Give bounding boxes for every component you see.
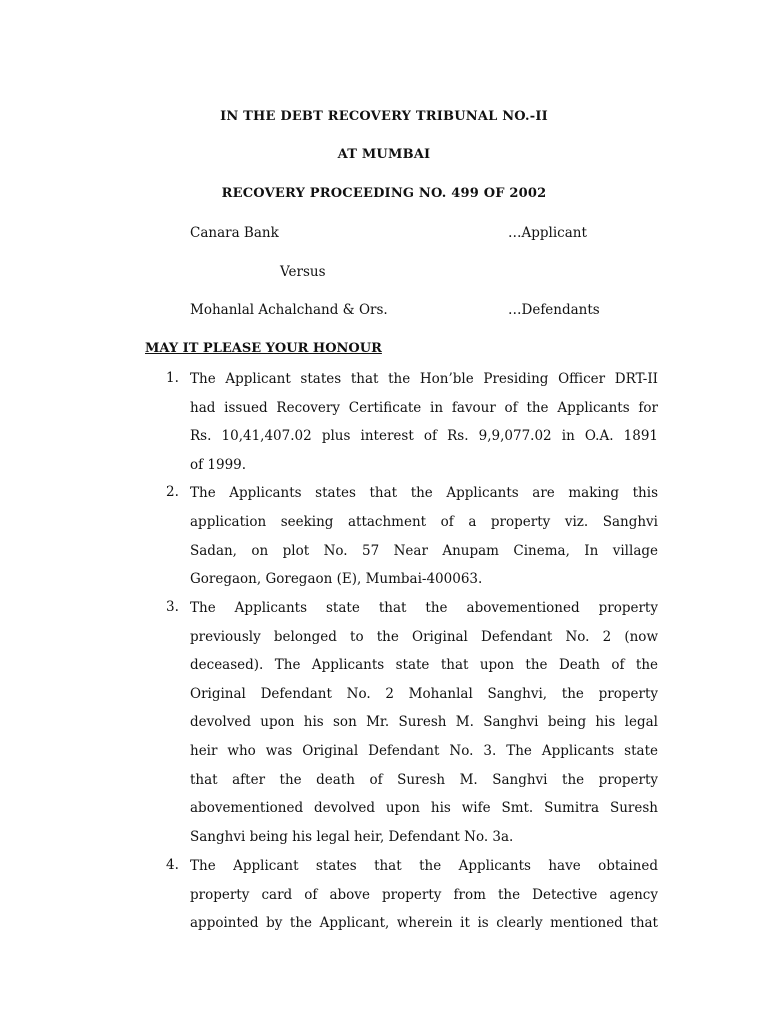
- paragraph-line: Goregaon, Goregaon (E), Mumbai-400063.: [190, 571, 483, 587]
- proceeding-heading: RECOVERY PROCEEDING NO. 499 OF 2002: [221, 186, 547, 201]
- paragraph-line: had issued Recovery Certificate in favour of the Applicants for: [190, 400, 658, 416]
- paragraph-line: The Applicant states that the Hon’ble Presiding Officer DRT-II: [190, 371, 658, 387]
- salutation: MAY IT PLEASE YOUR HONOUR: [145, 341, 382, 356]
- paragraph-line: Original Defendant No. 2 Mohanlal Sanghvi, the property: [190, 686, 658, 702]
- paragraph-line: Sadan, on plot No. 57 Near Anupam Cinema, In village: [190, 543, 658, 559]
- paragraph-line: property card of above property from the Detective agency: [190, 887, 658, 903]
- paragraph-line: The Applicant states that the Applicants have obtained: [190, 858, 658, 874]
- paragraph-line: abovementioned devolved upon his wife Smt. Sumitra Suresh: [190, 800, 658, 816]
- paragraph-number: 4.: [166, 857, 179, 873]
- paragraph-line: Sanghvi being his legal heir, Defendant No. 3a.: [190, 829, 514, 845]
- location-heading: AT MUMBAI: [337, 147, 431, 162]
- applicant-role: …Applicant: [508, 225, 587, 241]
- paragraph-number: 1.: [166, 370, 179, 386]
- tribunal-heading: IN THE DEBT RECOVERY TRIBUNAL NO.-II: [220, 109, 548, 124]
- paragraph-number: 3.: [166, 599, 179, 615]
- paragraph-line: The Applicants state that the abovementioned property: [190, 600, 658, 616]
- paragraph-line: appointed by the Applicant, wherein it is clearly mentioned that: [190, 915, 658, 931]
- paragraph-number: 2.: [166, 484, 179, 500]
- paragraph-line: devolved upon his son Mr. Suresh M. Sanghvi being his legal: [190, 714, 658, 730]
- paragraph-line: deceased). The Applicants state that upon the Death of the: [190, 657, 658, 673]
- paragraph-line: application seeking attachment of a property viz. Sanghvi: [190, 514, 658, 530]
- defendant-role: …Defendants: [508, 302, 600, 318]
- paragraph-line: that after the death of Suresh M. Sanghvi the property: [190, 772, 658, 788]
- paragraph-line: of 1999.: [190, 457, 247, 473]
- paragraph-line: Rs. 10,41,407.02 plus interest of Rs. 9,9,077.02 in O.A. 1891: [190, 428, 658, 444]
- versus-label: Versus: [280, 264, 326, 280]
- paragraph-line: previously belonged to the Original Defendant No. 2 (now: [190, 629, 658, 645]
- defendant-name: Mohanlal Achalchand & Ors.: [190, 302, 388, 318]
- paragraph-line: heir who was Original Defendant No. 3. The Applicants state: [190, 743, 658, 759]
- applicant-name: Canara Bank: [190, 225, 279, 241]
- paragraph-line: The Applicants states that the Applicants are making this: [190, 485, 658, 501]
